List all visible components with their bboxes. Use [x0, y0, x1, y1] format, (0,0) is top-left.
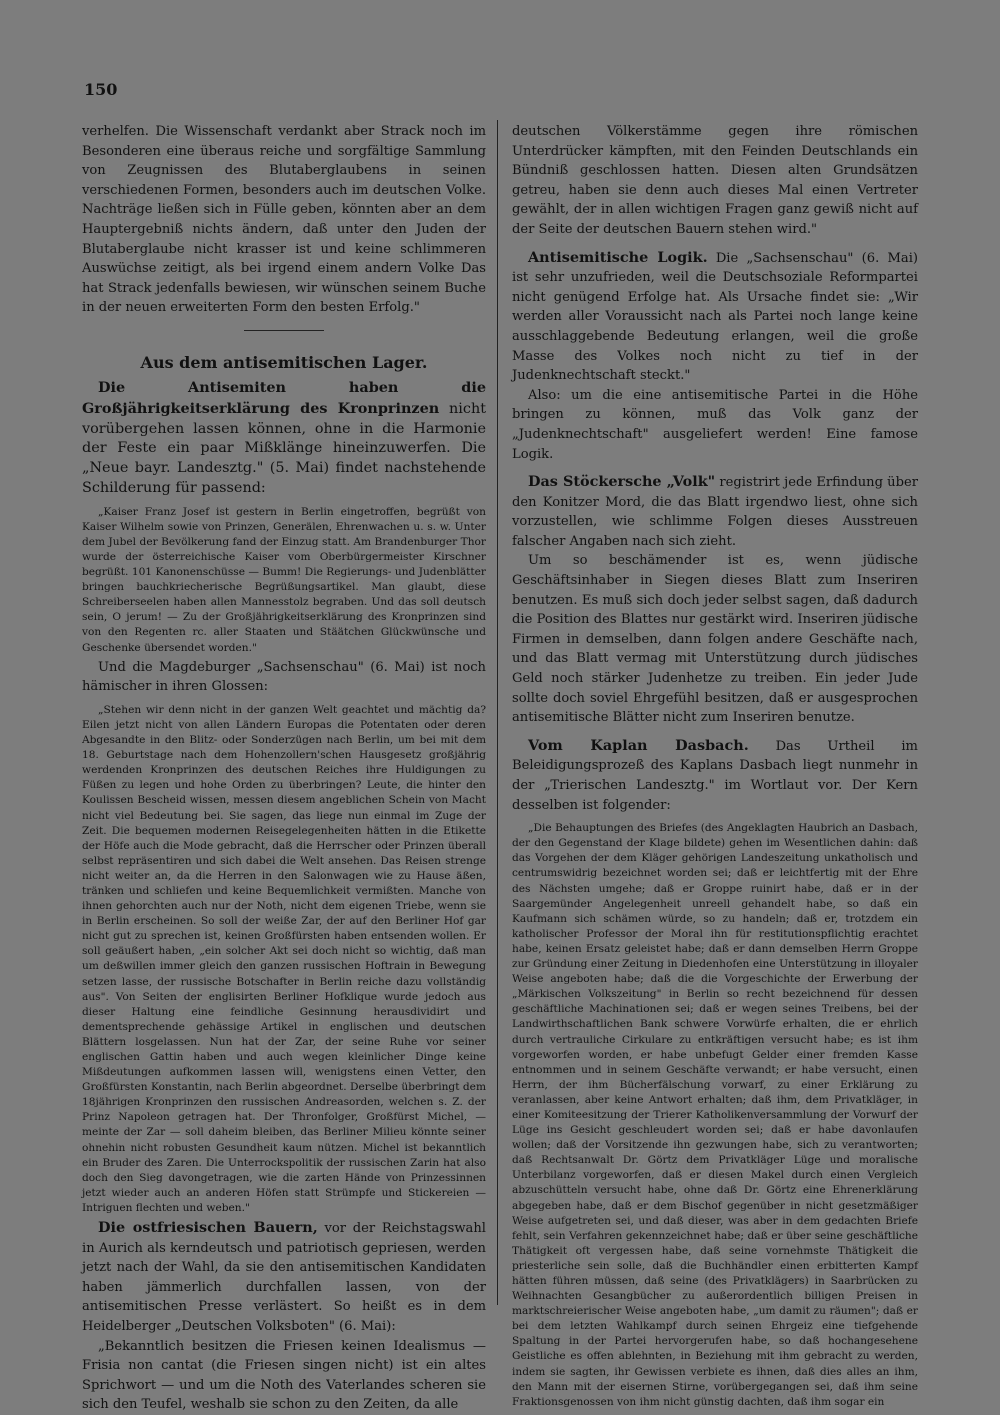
quote-sachsenschau: „Stehen wir denn nicht in der ganzen Welt geachtet und mächtig da? Eilen jetzt nicht von allen Ländern Europas die Potentaten oder deren Abgesandte in den Blitz- oder Sonderzügen nach Berlin, um bei mit dem 18. Geburtstage nach dem Hohenzollern'schen Hausgesetz großjährig werdenden Kronprinzen des deutschen Reiches ihre Huldigungen zu Füßen zu legen und hohe Orden zu überbringen? Leute, die hinter den Koulissen Bescheid wissen, messen diesem angeblichen Schein von Macht nicht viel Bedeutung bei. Sie sagen, das liege nun einmal im Zuge der Zeit. Die bequemen modernen Reisegelegenheiten hätten in die Etikette der Höfe auch die Mode gebracht, daß die Herrscher oder Prinzen überall selbst repräsentiren und sich dabei die Welt ansehen. Das Reisen strenge nicht weiter an, da die Herren in den Salonwagen wie zu Hause äßen, tränken und schliefen und keine Bequemlichkeit vermißten. Manche von ihnen gehorchten auch nur der Noth, nicht dem eigenen Triebe, wenn sie in Berlin erscheinen. So soll der weiße Zar, der auf den Berliner Hof gar nicht gut zu sprechen ist, keinen Großfürsten haben entsenden wollen. Er soll geäußert haben, „ein solcher Akt sei doch nicht so wichtig, daß man um deßwillen immer gleich den ganzen russischen Hoftrain in Bewegung setzen lasse, der russische Botschafter in Berlin reiche dazu vollständig aus". Von Seiten der englisirten Berliner Hofklique wurde jedoch aus dieser Haltung eine feindliche Gesinnung herausdividirt und dementsprechende gehässige Artikel in englischen und deutschen Blättern losgelassen. Nun hat der Zar, der seine Ruhe vor seiner englischen Gattin haben und auch wegen kleinlicher Dinge keine Mißdeutungen aufkommen lassen will, wenigstens einen Vetter, den Großfürsten Konstantin, nach Berlin abgeordnet. Derselbe überbringt dem 18jährigen Kronprinzen den russischen Andreasorden, welchen s. Z. der Prinz Napoleon getragen hat. Der Thronfolger, Großfürst Michel, — meinte der Zar — soll daheim bleiben, das Berliner Milieu könnte seiner ohnehin nicht robusten Gesundheit kaum nützen. Michel ist bekanntlich ein Bruder des Zaren. Die Unterrockspolitik der russischen Zarin hat also doch den Sieg davongetragen, wie die zarten Hände von Prinzessinnen jetzt wieder auch an anderen Höfen statt Strümpfe und Stickereien — Intriguen flechten und weben." [82, 703, 486, 1214]
article-kronprinz-body-2: Und die Magdeburger „Sachsenschau" (6. Mai) ist noch hämischer in ihren Glossen: [82, 659, 486, 695]
left-paragraph-1: verhelfen. Die Wissenschaft verdankt aber Strack noch im Besonderen eine überaus reiche und sorgfältige Sammlung von Zeugnissen des Blutaberglaubens in seinen verschiedenen Formen, besonders auch im deutschen Volke. Nachträge ließen sich in Fülle geben, könnten aber an dem Hauptergebniß nichts ändern, daß unter den Juden der Blutaberglaube nicht krasser ist und keine schlimmeren Auswüchse zeitigt, als bei irgend einem andern Volke Das hat Strack jedenfalls bewiesen, wir wünschen seinem Buche in der neuen erweiterten Form den besten Erfolg." [82, 124, 486, 316]
column-divider [497, 120, 498, 1305]
article-kronprinz [82, 378, 486, 499]
page-number: 150 [84, 80, 118, 99]
article-dasbach-body: Das Urtheil im Beleidigungsprozeß des Kaplans Dasbach liegt nunmehr in der „Trierischen Landesztg." im Wortlaut vor. Der Kern desselben ist folgender: [512, 738, 918, 813]
article-volk-body: registrirt jede Erfindung über den Konitzer Mord, die das Blatt irgendwo liest, ohne sich vorzustellen, wie schlimme Folgen dieses Ausstreuen falscher Angaben nach sich zieht. [512, 475, 918, 549]
section-title: Aus dem antisemitischen Lager. [140, 352, 428, 372]
article-volk-heading: Das Stöckersche „Volk" [528, 473, 716, 491]
article-logik [512, 248, 918, 386]
article-volk [512, 472, 918, 551]
article-volk-body-2: Um so beschämender ist es, wenn jüdische Geschäftsinhaber in Siegen dieses Blatt zum Inseriren benutzen. Es muß sich doch jeder selbst sagen, daß dadurch die Position des Blattes nur gestärkt wird. Inseriren jüdische Firmen in demselben, dann folgen andere Geschäfte nach, und das Blatt vermag mit Unterstützung durch jüdisches Geld noch stärker Judenhetze zu treiben. Ein jeder Jude sollte doch soviel Ehrgefühl besitzen, daß er ausgesprochen antisemitische Blätter nicht zum Inseriren benutze. [512, 553, 918, 726]
article-dasbach [512, 736, 918, 815]
quote-landesztg: „Kaiser Franz Josef ist gestern in Berlin eingetroffen, begrüßt von Kaiser Wilhelm sowie von Prinzen, Generälen, Ehrenwachen u. s. w. Unter dem Jubel der Bevölkerung fand der Einzug statt. Am Brandenburger Thor wurde der österreichische Kaiser vom Oberbürgermeister Kirschner begrüßt. 101 Kanonenschüsse — Bumm! Die Regierungs- und Judenblätter bringen bauchkriecherische Begrüßungsartikel. Man glaubt, diese Schreiberseelen haben allen Mannesstolz begraben. Und das soll deutsch sein, O jerum! — Zu der Großjährigkeitserklärung des Kronprinzen sind von den Regenten rc. aller Staaten und Stäätchen Glückwünsche und Geschenke übersendet worden." [82, 505, 486, 654]
article-ostfriesen-heading: Die ostfriesischen Bauern, [98, 1219, 318, 1237]
article-logik-heading: Antisemitische Logik. [528, 248, 708, 266]
article-kronprinz-heading: Die Antisemiten haben die Großjährigkeitserklärung des Kronprinzen [82, 378, 486, 417]
section-rule [244, 330, 324, 331]
article-dasbach-heading: Vom Kaplan Dasbach. [528, 736, 749, 754]
quote-urtheil: „Die Behauptungen des Briefes (des Angeklagten Haubrich an Dasbach, der den Gegenstand der Klage bildete) gehen im Wesentlichen dahin: daß das Vorgehen der dem Kläger gehörigen Landeszeitung unkatholisch und centrumswidrig bezeichnet worden sei; daß er leichtfertig mit der Ehre des Nächsten umgehe; daß er Groppe ruinirt habe, daß er in der Saargemünder Angelegenheit unreell gehandelt habe, so daß ein Kaufmann sich schämen würde, so zu handeln; daß er, trotzdem ein katholischer Professor der Moral ihn für restitutionspflichtig erachtet habe, keinen Ersatz geleistet habe; daß er dann demselben Herrn Groppe zur Gründung einer Zeitung in Diedenhofen eine Unterstützung in illoyaler Weise angeboten habe; daß die die Vorgeschichte der Erwerbung der „Märkischen Volkszeitung" in Berlin so recht bezeichnend für dessen geschäftliche Machinationen sei; daß er wegen seines Treibens, bei der Landwirthschaftlichen Bank schwere Vorwürfe erhalten, die er ehrlich durch vertrauliche Cirkulare zu entkräftigen versucht habe; es ist ihm vorgeworfen worden, er habe unbefugt Gelder einer fremden Kasse entnommen und in seinem Geschäfte verwandt; er habe versucht, einen Herrn, der ihm Bücherfälschung vorwarf, zu einer Erklärung zu veranlassen, aber keine Antwort erhalten; daß ihm, dem Privatkläger, in einer Komiteesitzung der Trierer Katholikenversammlung der Vorwurf der Lüge ins Gesicht geschleudert worden sei; daß er habe davonlaufen wollen; daß der Vorsitzende ihn gezwungen habe, sich zu verantworten; daß Rechtsanwalt Dr. Görtz dem Privatkläger Lüge und moralische Unterbilanz vorgeworfen, daß er diesen Makel durch einen Vergleich abzuschütteln versucht habe, ohne daß Dr. Görtz eine Ehrenerklärung abgegeben habe, daß er dem Bischof gegenüber in nicht gesetzmäßiger Weise aufgetreten sei, und daß dieser, was aber in dem gedachten Briefe fehlt, sein Verfahren gekennzeichnet habe; daß er über seine geschäftliche Thätigkeit oft vergessen habe, daß seine vornehmste Thätigkeit die priesterliche sein solle, daß die Buchhändler einen erbitterten Kampf hätten führen müssen, daß seine (des Privatklägers) in Saarbrücken zu Weihnachten Gesangbücher zu außerordentlich billigen Preisen in marktschreierischer Weise angeboten habe, „um damit zu räumen"; daß er bei dem letzten Wahlkampf durch seinen Ehrgeiz eine tiefgehende Spaltung in der Partei hervorgerufen habe, so daß hochangesehene Geistliche es offen ablehnten, in Beziehung mit ihm gebracht zu werden, indem sie sagten, ihr Gewissen verbiete es ihnen, daß dies alles an ihm, den Mann mit der eisernen Stirne, vorübergegangen sei, daß ihm seine Fraktionsgenossen von ihm nicht günstig dachten, daß ihm sogar ein [512, 822, 918, 1408]
article-logik-body: Die „Sachsenschau" (6. Mai) ist sehr unzufrieden, weil die Deutschsoziale Reformpartei nicht genügend Erfolge hat. Als Ursache findet sie: „Wir werden aller Voraussicht nach als Partei noch lange keine ausschlaggebende Bedeutung erlangen, weil die große Masse des Volkes noch nicht zu tief in der Judenknechtschaft steckt." [512, 250, 918, 384]
right-paragraph-1: deutschen Völkerstämme gegen ihre römischen Unterdrücker kämpften, mit den Feinden Deutschlands ein Bündniß geschlossen hatten. Diesen alten Grundsätzen getreu, haben sie denn auch dieses Mal einen Vertreter gewählt, der in allen wichtigen Fragen ganz gewiß nicht auf der Seite der deutschen Bauern stehen wird." [512, 124, 918, 237]
article-logik-body-2: Also: um die eine antisemitische Partei in die Höhe bringen zu können, muß das Volk ganz der „Judenknechtschaft" ausgeliefert werden! Eine famose Logik. [512, 387, 918, 462]
quote-volksbote: „Bekanntlich besitzen die Friesen keinen Idealismus — Frisia non cantat (die Friesen singen nicht) ist ein altes Sprichwort — und um die Noth des Vaterlandes scheren sie sich den Teufel, weshalb sie schon zu den Zeiten, da alle [82, 1338, 486, 1413]
left-column [82, 122, 486, 1413]
article-kronprinz-body: nicht vorübergehen lassen können, ohne in die Harmonie der Feste ein paar Mißklänge hineinzuwerfen. Die „Neue bayr. Landesztg." (5. Mai) findet nachstehende Schilderung für passend: [82, 400, 486, 496]
article-ostfriesen-body: vor der Reichstagswahl in Aurich als kerndeutsch und patriotisch gepriesen, werden jetzt nach der Wahl, da sie den antisemitischen Kandidaten haben jämmerlich durchfallen lassen, von der antisemitischen Presse verlästert. So heißt es in dem Heidelberger „Deutschen Volksboten" (6. Mai): [82, 1221, 486, 1334]
right-column [512, 122, 918, 1408]
article-ostfriesen [82, 1218, 486, 1337]
